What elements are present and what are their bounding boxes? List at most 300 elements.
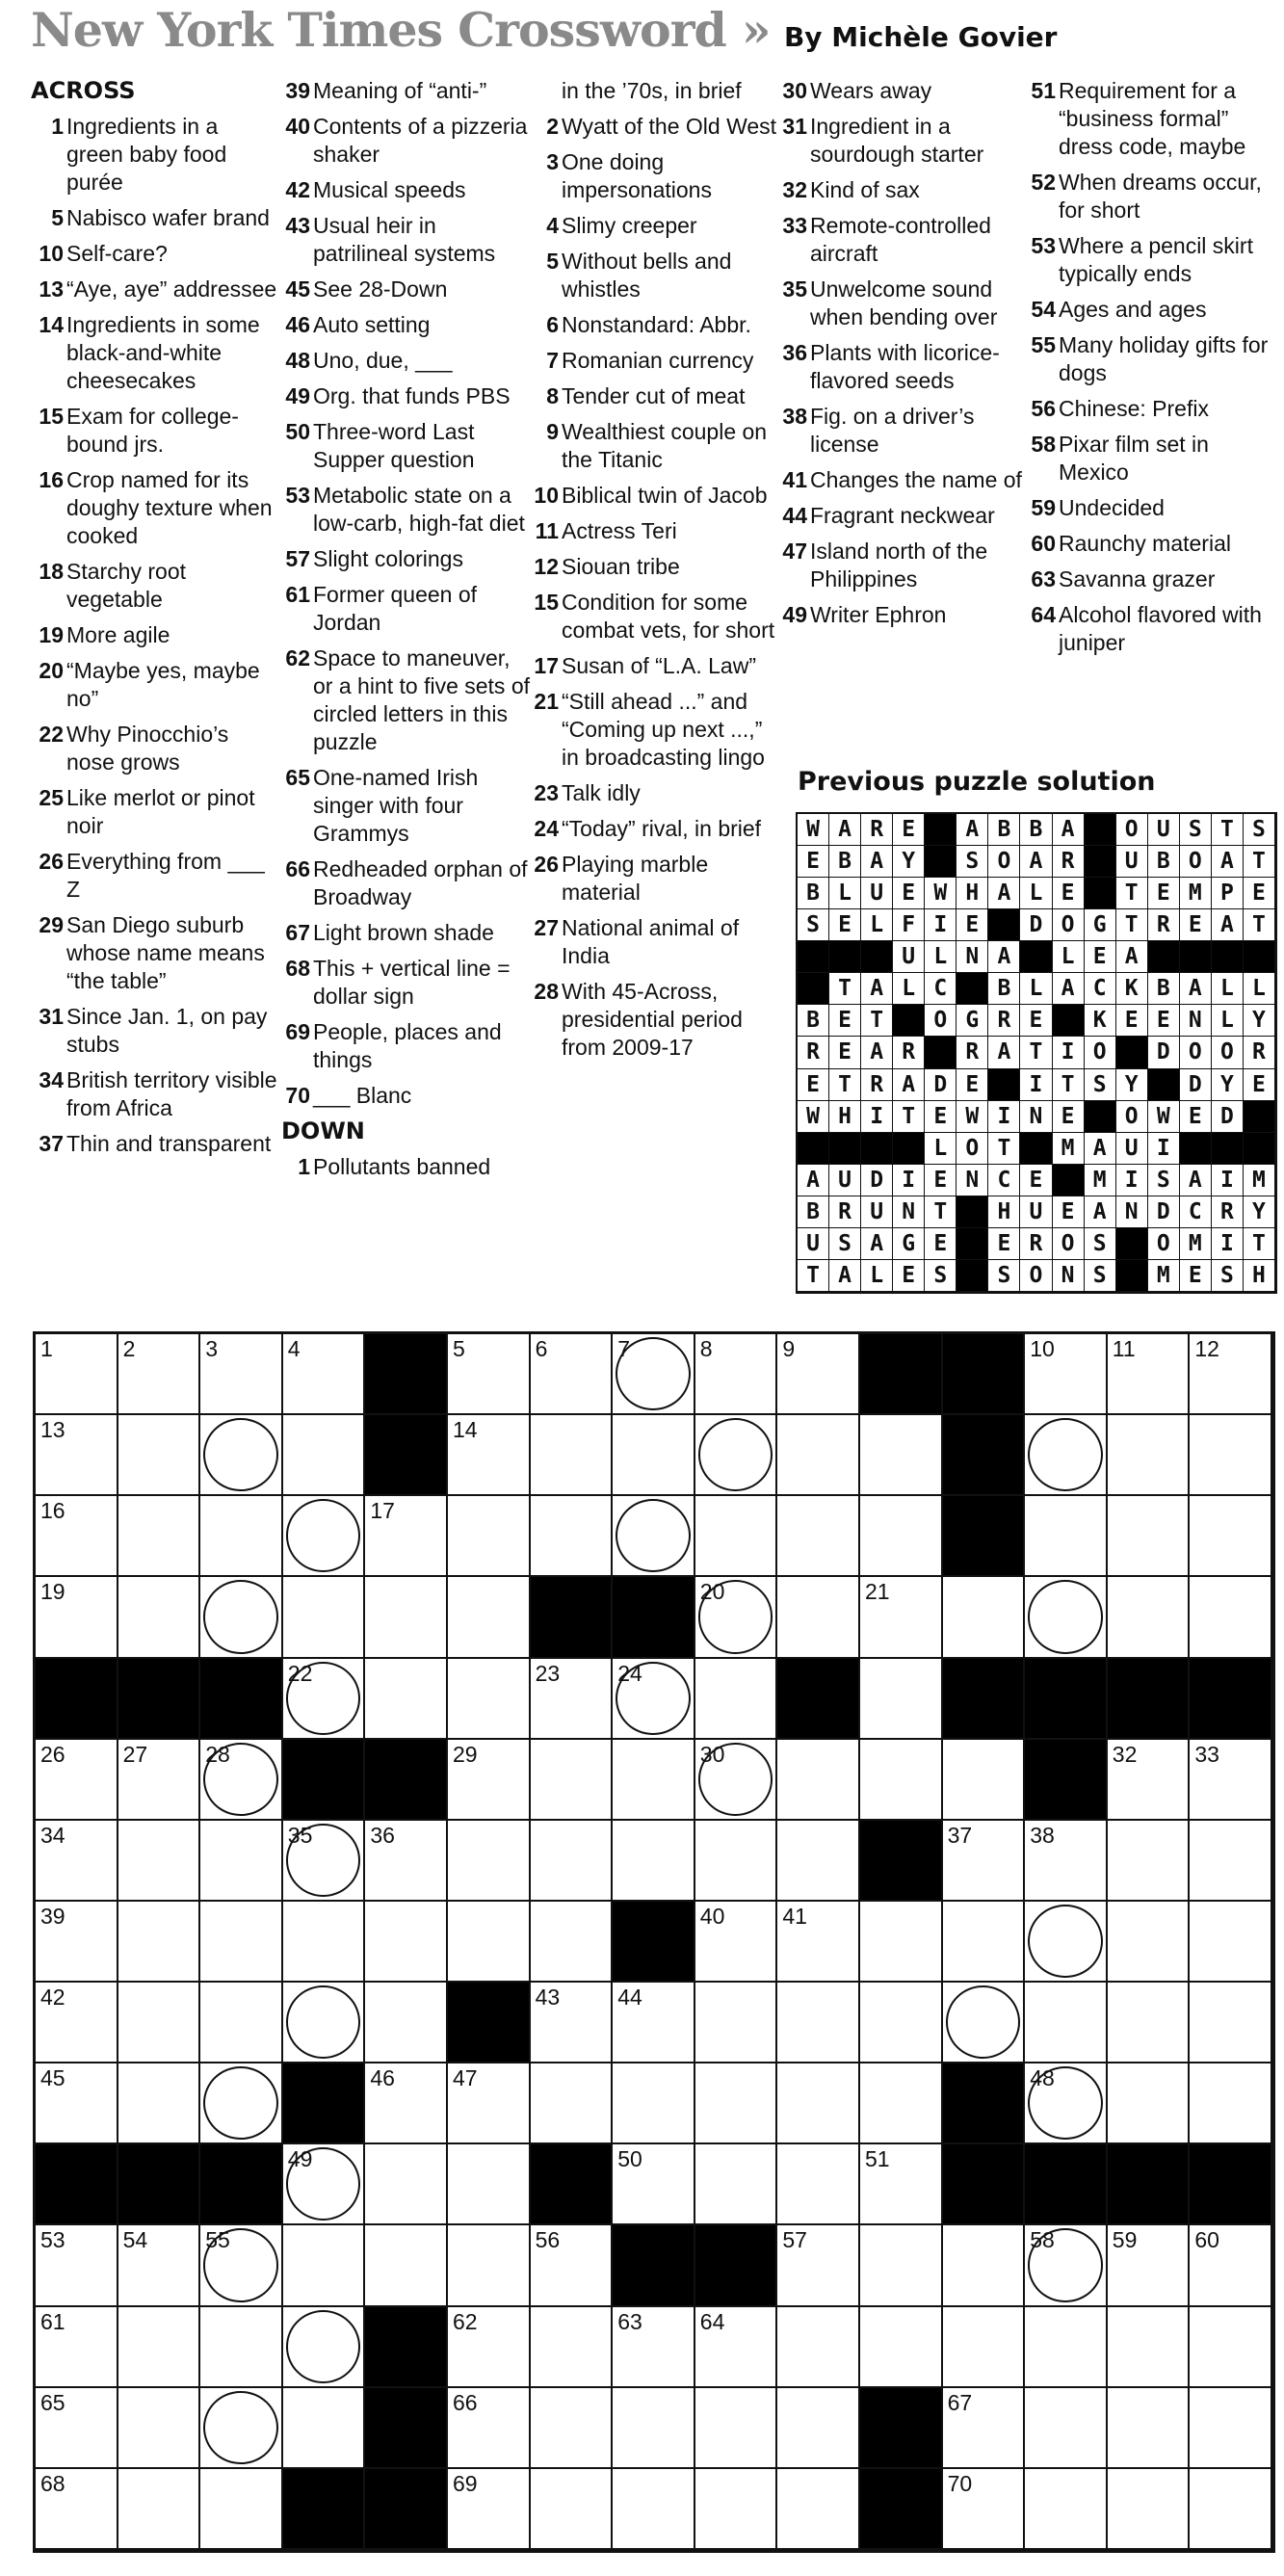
clue xyxy=(281,955,530,1011)
answer-cell[interactable] xyxy=(1108,1902,1191,1983)
answer-cell[interactable] xyxy=(448,2063,531,2144)
clue-text: Pixar film set in Mexico xyxy=(1059,432,1209,485)
answer-cell[interactable] xyxy=(531,1659,614,1740)
clue-text: Org. that funds PBS xyxy=(313,383,511,408)
answer-cell[interactable] xyxy=(1190,2388,1272,2469)
solution-letter: D xyxy=(925,1069,956,1101)
answer-cell[interactable] xyxy=(531,1415,614,1496)
answer-cell[interactable] xyxy=(448,1902,531,1983)
clue-number: 51 xyxy=(1031,78,1056,103)
answer-cell[interactable] xyxy=(365,1983,448,2063)
answer-cell[interactable] xyxy=(860,2225,943,2306)
answer-cell[interactable] xyxy=(777,1496,860,1577)
answer-cell[interactable] xyxy=(118,1740,201,1821)
answer-cell[interactable] xyxy=(695,1496,778,1577)
answer-cell[interactable] xyxy=(531,1821,614,1902)
clue xyxy=(281,581,530,637)
answer-cell[interactable] xyxy=(1190,1983,1272,2063)
circle-marker xyxy=(1028,1418,1103,1491)
answer-cell[interactable] xyxy=(283,2307,366,2388)
clue-text: Ingredients in a green baby food purée xyxy=(66,114,227,195)
solution-letter: A xyxy=(1020,846,1052,878)
answer-cell[interactable] xyxy=(777,2469,860,2550)
answer-cell[interactable] xyxy=(1190,1577,1272,1658)
answer-cell[interactable] xyxy=(1108,2388,1191,2469)
answer-cell[interactable] xyxy=(36,1415,118,1496)
answer-cell[interactable] xyxy=(695,1740,778,1821)
black-square xyxy=(36,1659,118,1740)
answer-cell[interactable] xyxy=(1108,2063,1191,2144)
answer-cell[interactable] xyxy=(777,1983,860,2063)
answer-cell[interactable] xyxy=(695,1821,778,1902)
solution-letter: A xyxy=(1212,846,1244,878)
answer-cell[interactable] xyxy=(283,1496,366,1577)
cell-number: 5 xyxy=(453,1336,465,1361)
answer-cell[interactable] xyxy=(531,2225,614,2306)
answer-cell[interactable] xyxy=(36,2307,118,2388)
answer-cell[interactable] xyxy=(365,2144,448,2225)
solution-letter: T xyxy=(893,1101,925,1133)
answer-cell[interactable] xyxy=(118,2307,201,2388)
solution-letter: O xyxy=(1148,1228,1180,1260)
answer-cell[interactable] xyxy=(531,1496,614,1577)
clue-text: Plants with licorice-flavored seeds xyxy=(810,340,1000,393)
answer-cell[interactable] xyxy=(531,2469,614,2550)
answer-cell[interactable] xyxy=(448,1821,531,1902)
answer-cell[interactable] xyxy=(1190,1821,1272,1902)
solution-letter: E xyxy=(1180,1101,1212,1133)
answer-cell[interactable] xyxy=(860,1659,943,1740)
solution-letter: G xyxy=(956,1005,988,1037)
answer-cell[interactable] xyxy=(777,1902,860,1983)
answer-cell[interactable] xyxy=(365,1577,448,1658)
answer-cell[interactable] xyxy=(1025,2063,1108,2144)
answer-cell[interactable] xyxy=(860,2144,943,2225)
answer-cell[interactable] xyxy=(531,1983,614,2063)
answer-cell[interactable] xyxy=(1108,1334,1191,1415)
solution-letter: M xyxy=(1053,1133,1085,1165)
answer-cell[interactable] xyxy=(943,1740,1026,1821)
answer-cell[interactable] xyxy=(613,2388,695,2469)
clue-text: “Still ahead ...” and “Coming up next ...,” in broadcasting lingo xyxy=(562,689,765,770)
answer-cell[interactable] xyxy=(1190,1496,1272,1577)
answer-cell[interactable] xyxy=(613,2144,695,2225)
clue-number: 58 xyxy=(1031,432,1056,457)
answer-cell[interactable] xyxy=(695,2469,778,2550)
answer-cell[interactable] xyxy=(1108,1496,1191,1577)
clue xyxy=(778,466,1025,494)
answer-cell[interactable] xyxy=(1108,2225,1191,2306)
answer-cell[interactable] xyxy=(695,1902,778,1983)
solution-letter: A xyxy=(829,1260,861,1292)
solution-letter: Y xyxy=(893,846,925,878)
answer-cell[interactable] xyxy=(448,2469,531,2550)
circle-marker xyxy=(203,2391,278,2464)
solution-letter: R xyxy=(893,1037,925,1068)
solution-block xyxy=(1116,1228,1148,1260)
answer-cell[interactable] xyxy=(365,1821,448,1902)
answer-cell[interactable] xyxy=(118,1415,201,1496)
answer-cell[interactable] xyxy=(1190,1334,1272,1415)
answer-cell[interactable] xyxy=(860,1983,943,2063)
answer-cell[interactable] xyxy=(613,2063,695,2144)
answer-cell[interactable] xyxy=(118,2388,201,2469)
clue xyxy=(530,212,778,240)
answer-cell[interactable] xyxy=(1025,1415,1108,1496)
answer-cell[interactable] xyxy=(531,1902,614,1983)
clue-text: People, places and things xyxy=(313,1019,502,1072)
answer-cell[interactable] xyxy=(695,2307,778,2388)
answer-cell[interactable] xyxy=(1025,1334,1108,1415)
clue-text: Wyatt of the Old West xyxy=(562,114,777,139)
clue xyxy=(31,848,279,904)
clue xyxy=(778,403,1025,459)
cell-number: 36 xyxy=(370,1822,395,1848)
clue-number: 44 xyxy=(782,503,807,528)
solution-letter: E xyxy=(829,1037,861,1068)
answer-cell[interactable] xyxy=(1025,2388,1108,2469)
cell-number: 1 xyxy=(40,1336,53,1361)
answer-cell[interactable] xyxy=(1108,1821,1191,1902)
answer-cell[interactable] xyxy=(365,2225,448,2306)
answer-cell[interactable] xyxy=(1190,2063,1272,2144)
answer-cell[interactable] xyxy=(365,1496,448,1577)
clue xyxy=(530,77,778,105)
answer-cell[interactable] xyxy=(695,1577,778,1658)
answer-cell[interactable] xyxy=(943,2388,1026,2469)
cell-number: 24 xyxy=(617,1660,642,1686)
solution-block xyxy=(1085,814,1116,846)
black-square xyxy=(613,1902,695,1983)
clue xyxy=(31,1003,279,1059)
answer-cell[interactable] xyxy=(36,2063,118,2144)
clue-number: 59 xyxy=(1031,495,1056,520)
answer-cell[interactable] xyxy=(695,1334,778,1415)
answer-cell[interactable] xyxy=(36,2225,118,2306)
solution-letter: A xyxy=(956,814,988,846)
cell-number: 51 xyxy=(865,2146,890,2172)
answer-cell[interactable] xyxy=(448,1496,531,1577)
answer-cell[interactable] xyxy=(200,1415,283,1496)
solution-block xyxy=(1244,1133,1275,1165)
solution-block xyxy=(1148,1069,1180,1101)
answer-cell[interactable] xyxy=(1108,1415,1191,1496)
answer-cell[interactable] xyxy=(448,2307,531,2388)
answer-cell[interactable] xyxy=(613,1983,695,2063)
solution-letter: I xyxy=(1020,1069,1052,1101)
clue-number: 14 xyxy=(39,312,64,337)
answer-cell[interactable] xyxy=(613,1334,695,1415)
answer-cell[interactable] xyxy=(777,2225,860,2306)
clue-text: Requirement for a “business formal” dress code, maybe xyxy=(1059,78,1246,159)
solution-letter: Y xyxy=(1116,1069,1148,1101)
answer-cell[interactable] xyxy=(1108,2307,1191,2388)
answer-cell[interactable] xyxy=(200,1740,283,1821)
answer-cell[interactable] xyxy=(448,2388,531,2469)
answer-cell[interactable] xyxy=(200,1496,283,1577)
solution-block xyxy=(925,814,956,846)
answer-cell[interactable] xyxy=(860,1496,943,1577)
cell-number: 54 xyxy=(122,2227,148,2253)
answer-cell[interactable] xyxy=(943,1821,1026,1902)
answer-cell[interactable] xyxy=(365,1902,448,1983)
clue-text: Condition for some combat vets, for short xyxy=(562,590,775,643)
answer-cell[interactable] xyxy=(118,1334,201,1415)
solution-letter: E xyxy=(798,846,829,878)
solution-letter: I xyxy=(893,1165,925,1196)
answer-cell[interactable] xyxy=(777,2144,860,2225)
answer-cell[interactable] xyxy=(943,1577,1026,1658)
solution-letter: B xyxy=(988,973,1020,1005)
answer-cell[interactable] xyxy=(36,1983,118,2063)
black-square xyxy=(365,2469,448,2550)
clue-text: Susan of “L.A. Law” xyxy=(562,653,756,678)
clue-number: 31 xyxy=(39,1004,64,1029)
cell-number: 63 xyxy=(617,2308,642,2334)
answer-cell[interactable] xyxy=(283,2388,366,2469)
answer-cell[interactable] xyxy=(613,1740,695,1821)
clue xyxy=(1027,494,1282,522)
answer-cell[interactable] xyxy=(860,2063,943,2144)
solution-letter: O xyxy=(925,1005,956,1037)
answer-cell[interactable] xyxy=(118,2225,201,2306)
answer-cell[interactable] xyxy=(283,1415,366,1496)
solution-letter: L xyxy=(1212,973,1244,1005)
answer-cell[interactable] xyxy=(531,2063,614,2144)
answer-cell[interactable] xyxy=(777,2063,860,2144)
answer-cell[interactable] xyxy=(613,1821,695,1902)
answer-cell[interactable] xyxy=(448,1334,531,1415)
answer-cell[interactable] xyxy=(36,2388,118,2469)
solution-letter: A xyxy=(829,814,861,846)
solution-letter: E xyxy=(1244,878,1275,909)
answer-cell[interactable] xyxy=(283,1577,366,1658)
answer-cell[interactable] xyxy=(200,1334,283,1415)
answer-cell[interactable] xyxy=(531,2388,614,2469)
answer-cell[interactable] xyxy=(283,1659,366,1740)
answer-cell[interactable] xyxy=(613,2469,695,2550)
answer-cell[interactable] xyxy=(943,2307,1026,2388)
answer-cell[interactable] xyxy=(118,1983,201,2063)
answer-cell[interactable] xyxy=(943,2469,1026,2550)
answer-cell[interactable] xyxy=(860,1740,943,1821)
answer-cell[interactable] xyxy=(118,1902,201,1983)
cell-number: 3 xyxy=(205,1336,218,1361)
clue xyxy=(778,339,1025,395)
clue xyxy=(31,276,279,303)
answer-cell[interactable] xyxy=(283,2225,366,2306)
clue-number: 27 xyxy=(534,915,559,940)
solution-block xyxy=(1020,941,1052,973)
answer-cell[interactable] xyxy=(283,1983,366,2063)
answer-cell[interactable] xyxy=(531,2307,614,2388)
answer-cell[interactable] xyxy=(36,1577,118,1658)
clue-text: Many holiday gifts for dogs xyxy=(1059,332,1269,385)
answer-cell[interactable] xyxy=(943,2225,1026,2306)
answer-cell[interactable] xyxy=(777,1334,860,1415)
answer-cell[interactable] xyxy=(36,1902,118,1983)
solution-letter: C xyxy=(1085,973,1116,1005)
cell-number: 48 xyxy=(1030,2065,1055,2091)
answer-cell[interactable] xyxy=(695,2063,778,2144)
answer-cell[interactable] xyxy=(777,1415,860,1496)
answer-cell[interactable] xyxy=(695,2144,778,2225)
clue xyxy=(530,382,778,410)
cell-number: 45 xyxy=(40,2065,66,2091)
clue-text: See 28-Down xyxy=(313,276,448,302)
answer-cell[interactable] xyxy=(695,1983,778,2063)
answer-cell[interactable] xyxy=(1190,1902,1272,1983)
answer-cell[interactable] xyxy=(283,1334,366,1415)
answer-cell[interactable] xyxy=(118,2063,201,2144)
answer-cell[interactable] xyxy=(1025,1577,1108,1658)
answer-cell[interactable] xyxy=(200,2388,283,2469)
answer-cell[interactable] xyxy=(200,1821,283,1902)
cell-number: 28 xyxy=(205,1741,230,1767)
answer-cell[interactable] xyxy=(36,1740,118,1821)
answer-cell[interactable] xyxy=(1190,1415,1272,1496)
answer-cell[interactable] xyxy=(36,1496,118,1577)
answer-cell[interactable] xyxy=(1108,1983,1191,2063)
answer-cell[interactable] xyxy=(695,2388,778,2469)
solution-letter: B xyxy=(829,846,861,878)
answer-cell[interactable] xyxy=(1190,2307,1272,2388)
solution-letter: O xyxy=(1053,1228,1085,1260)
answer-cell[interactable] xyxy=(200,2307,283,2388)
answer-cell[interactable] xyxy=(777,2388,860,2469)
answer-cell[interactable] xyxy=(943,1983,1026,2063)
clue-text: Chinese: Prefix xyxy=(1059,396,1209,421)
answer-cell[interactable] xyxy=(283,1902,366,1983)
solution-block xyxy=(1085,1101,1116,1133)
answer-cell[interactable] xyxy=(448,2225,531,2306)
answer-cell[interactable] xyxy=(365,1659,448,1740)
answer-cell[interactable] xyxy=(777,2307,860,2388)
answer-cell[interactable] xyxy=(695,1659,778,1740)
clue-number: 53 xyxy=(285,483,310,508)
black-square xyxy=(943,1496,1026,1577)
solution-letter: E xyxy=(956,1069,988,1101)
answer-cell[interactable] xyxy=(448,1659,531,1740)
answer-cell[interactable] xyxy=(1025,1821,1108,1902)
clue xyxy=(281,212,530,268)
answer-cell[interactable] xyxy=(1025,2469,1108,2550)
answer-cell[interactable] xyxy=(777,1821,860,1902)
answer-cell[interactable] xyxy=(36,1821,118,1902)
solution-letter: A xyxy=(1212,909,1244,941)
solution-letter: Y xyxy=(1212,1069,1244,1101)
answer-cell[interactable] xyxy=(1108,1577,1191,1658)
answer-cell[interactable] xyxy=(200,1902,283,1983)
solution-letter: T xyxy=(1244,1228,1275,1260)
answer-cell[interactable] xyxy=(1025,2225,1108,2306)
solution-letter: A xyxy=(988,941,1020,973)
answer-cell[interactable] xyxy=(118,1577,201,1658)
answer-cell[interactable] xyxy=(1108,2469,1191,2550)
answer-cell[interactable] xyxy=(200,2063,283,2144)
clue-number: 10 xyxy=(39,241,64,266)
black-square xyxy=(943,1659,1026,1740)
solution-letter: O xyxy=(1085,1037,1116,1068)
answer-cell[interactable] xyxy=(118,1496,201,1577)
clue-text: Without bells and whistles xyxy=(562,249,732,302)
solution-letter: A xyxy=(861,846,893,878)
solution-letter: W xyxy=(925,878,956,909)
answer-cell[interactable] xyxy=(283,1821,366,1902)
across-heading: ACROSS xyxy=(31,77,136,104)
solution-block xyxy=(861,1133,893,1165)
answer-cell[interactable] xyxy=(613,2307,695,2388)
answer-cell[interactable] xyxy=(613,1659,695,1740)
answer-cell[interactable] xyxy=(1025,2307,1108,2388)
cell-number: 17 xyxy=(370,1498,395,1524)
answer-cell[interactable] xyxy=(118,1821,201,1902)
answer-cell[interactable] xyxy=(860,1415,943,1496)
solution-letter: E xyxy=(1116,1005,1148,1037)
answer-cell[interactable] xyxy=(365,2063,448,2144)
answer-cell[interactable] xyxy=(283,2144,366,2225)
answer-cell[interactable] xyxy=(448,1740,531,1821)
answer-cell[interactable] xyxy=(531,1740,614,1821)
clue-text: ___ Blanc xyxy=(313,1083,412,1108)
answer-cell[interactable] xyxy=(118,2469,201,2550)
clue-text: Talk idly xyxy=(562,780,641,805)
answer-cell[interactable] xyxy=(448,2144,531,2225)
answer-cell[interactable] xyxy=(613,1496,695,1577)
answer-cell[interactable] xyxy=(1025,1496,1108,1577)
answer-cell[interactable] xyxy=(777,1740,860,1821)
clue xyxy=(31,558,279,614)
answer-cell[interactable] xyxy=(613,1415,695,1496)
solution-letter: E xyxy=(1020,1165,1052,1196)
answer-cell[interactable] xyxy=(36,1334,118,1415)
answer-cell[interactable] xyxy=(448,1415,531,1496)
clue-text: Thin and transparent xyxy=(66,1131,272,1156)
answer-cell[interactable] xyxy=(200,1577,283,1658)
answer-cell[interactable] xyxy=(200,2469,283,2550)
answer-cell[interactable] xyxy=(200,1983,283,2063)
clue-text: More agile xyxy=(66,622,170,647)
clue xyxy=(1027,296,1282,324)
solution-letter: L xyxy=(1020,973,1052,1005)
clue-number: 64 xyxy=(1031,602,1056,627)
answer-cell[interactable] xyxy=(1190,2225,1272,2306)
clue-number: 56 xyxy=(1031,396,1056,421)
solution-letter: I xyxy=(1053,1037,1085,1068)
black-square xyxy=(365,1334,448,1415)
answer-cell[interactable] xyxy=(860,2307,943,2388)
answer-cell[interactable] xyxy=(777,1577,860,1658)
answer-cell[interactable] xyxy=(531,1334,614,1415)
answer-cell[interactable] xyxy=(200,2225,283,2306)
answer-cell[interactable] xyxy=(1190,1740,1272,1821)
answer-cell[interactable] xyxy=(448,1577,531,1658)
clue-text: One doing impersonations xyxy=(562,149,712,202)
answer-cell[interactable] xyxy=(36,2469,118,2550)
answer-cell[interactable] xyxy=(1190,2469,1272,2550)
answer-cell[interactable] xyxy=(943,1902,1026,1983)
answer-cell[interactable] xyxy=(1025,1902,1108,1983)
answer-cell[interactable] xyxy=(860,1577,943,1658)
answer-cell[interactable] xyxy=(860,1902,943,1983)
clue-text: Three-word Last Supper question xyxy=(313,419,475,472)
circle-marker xyxy=(203,1580,278,1653)
answer-cell[interactable] xyxy=(1025,1983,1108,2063)
solution-letter: N xyxy=(1020,1101,1052,1133)
clue xyxy=(281,482,530,538)
answer-cell[interactable] xyxy=(1108,1740,1191,1821)
answer-cell[interactable] xyxy=(695,1415,778,1496)
